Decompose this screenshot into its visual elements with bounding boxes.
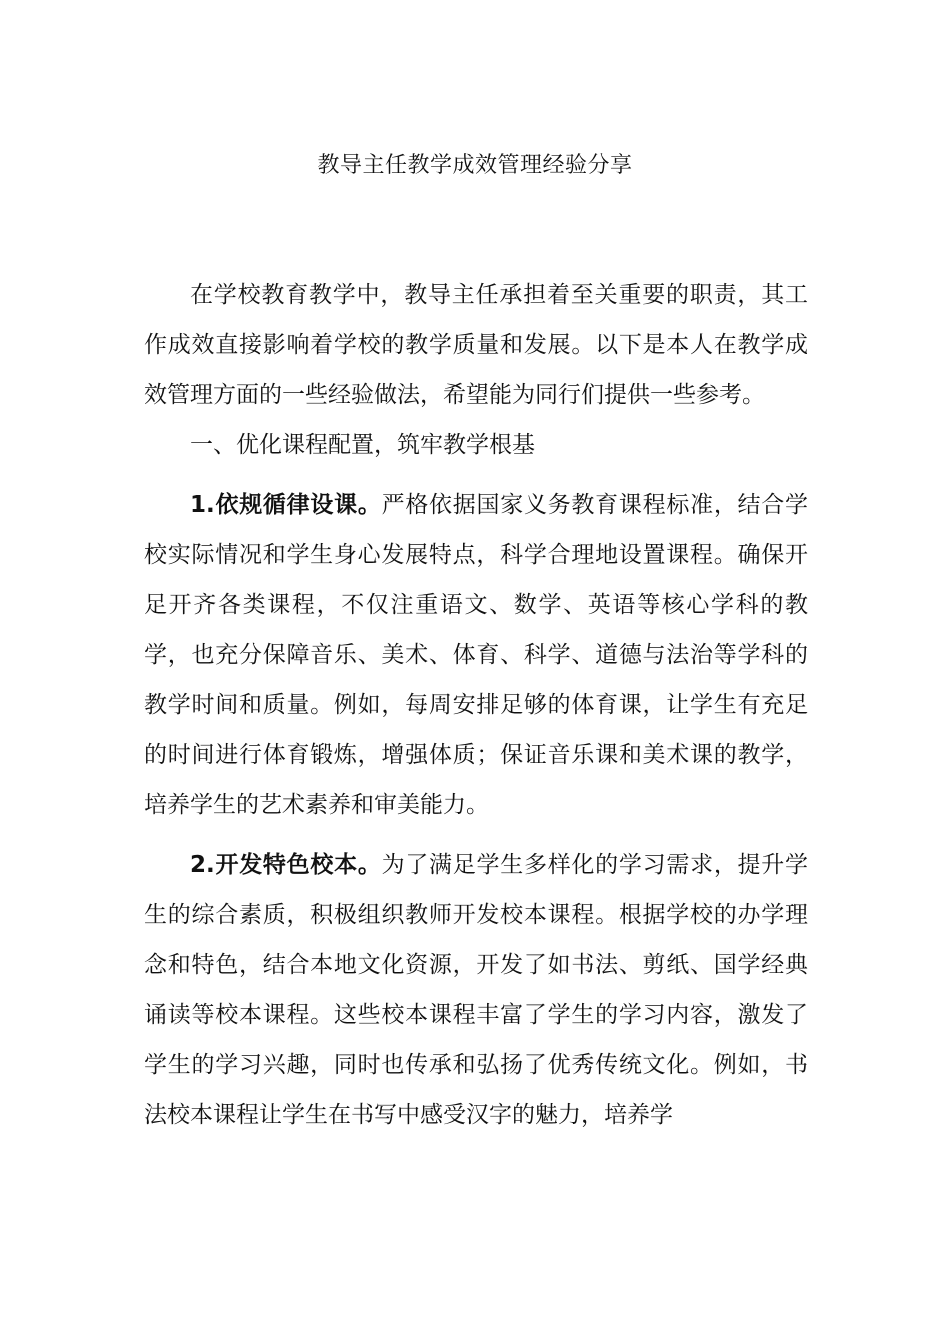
page-title: 教导主任教学成效管理经验分享 [317, 153, 633, 178]
item-1-body: 严格依据国家义务教育课程标准，结合学校实际情况和学生身心发展特点，科学合理地设置课程。确保开足开齐各类课程，不仅注重语文、数学、英语等核心学科的教学，也充分保障音乐、美术、体育、科学、道德与法治等学科的教学时间和质量。例如，每周安排足够的体育课，让学生有充足的时间进行体育锻炼，增强体质；保证音乐课和美术课的教学，培养学生的艺术素养和审美能力。 [144, 492, 809, 818]
item-1-lead: 1.依规循律设课。 [190, 492, 382, 518]
item-1-paragraph [144, 480, 808, 830]
section-heading: 一、优化课程配置，筑牢教学根基 [190, 432, 535, 458]
item-2-body: 为了满足学生多样化的学习需求，提升学生的综合素质，积极组织教师开发校本课程。根据学校的办学理念和特色，结合本地文化资源，开发了如书法、剪纸、国学经典诵读等校本课程。这些校本课程丰富了学生的学习内容，激发了学生的学习兴趣，同时也传承和弘扬了优秀传统文化。例如，书法校本课程让学生在书写中感受汉字的魅力，培养学 [144, 852, 809, 1128]
item-2-lead: 2.开发特色校本。 [190, 852, 382, 878]
document-body [144, 270, 808, 1140]
item-2-paragraph [144, 840, 808, 1140]
intro-paragraph: 在学校教育教学中，教导主任承担着至关重要的职责，其工作成效直接影响着学校的教学质量和发展。以下是本人在教学成效管理方面的一些经验做法，希望能为同行们提供一些参考。 [144, 282, 808, 408]
